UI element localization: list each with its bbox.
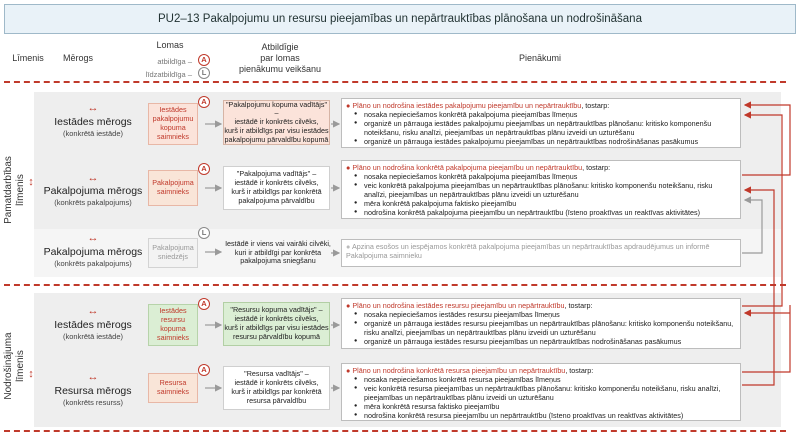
page-title: PU2–13 Pakalpojumu un resursu pieejamības un nepārtrauktības plānošana un nodrošināšana [158,13,642,25]
list-item: ● organizē un pārrauga iestādes pakalpojumu pieejamības un nepārtrauktības nodrošināšanas pasākumus [346,137,736,146]
duty-box: ● Plāno un nodrošina konkrētā resursa pieejamību un nepārtrauktību, tostarp: ● nosaka nepieciešamos konkrētā resursa pieejamības līmeņus ● veic konkrētā resursa pieejamības un nepārtrauktības plānošanu: kritisko komponenšu noteikšanu, risku analīzi, pieejamības un nepārtrauktības plānu izveidi un uzturēšanu ● mēra konkrētā resursa faktisko pieejamību ● nodrošina konkrētā resursa pieejamību un nepārtrauktību (īsteno proaktīvas un reaktīvas aktivitātes) [341,363,741,421]
responsible-box: "Resursa vadītājs" – iestādē ir konkrēts cilvēks, kurš ir atbildīgs par konkrētā resursa pārvaldību [223,366,330,410]
list-item: ● nodrošina konkrētā pakalpojuma pieejamību un nepārtrauktību (īsteno proaktīvas un reaktīvas aktivitātes) [346,208,736,217]
escalation-arrow-icon [742,190,774,385]
list-item: ● organizē un pārrauga iestādes pakalpojumu pieejamības un nepārtrauktības plānošanu: kritisko komponenšu noteikšanu, risku analīzi, pieejamības un nepārtrauktības plānu izveidi un uzturēšanu [346,119,736,137]
list-item: ● nodrošina konkrētā resursa pieejamību un nepārtrauktību (īsteno proaktīvas un reaktīvas aktivitātes) [346,411,736,420]
header-role-accountable: atbildīga – [157,57,192,66]
list-item: ● veic konkrētā pakalpojuma pieejamības un nepārtrauktības plānošanu: kritisko komponenšu noteikšanu, risku analīzi, pieejamības un nepārtrauktības plānu izveidi un uzturēšanu [346,181,736,199]
list-item: ● mēra konkrētā pakalpojuma faktisko pieejamību [346,199,736,208]
role-box: Pakalpojuma saimnieks [148,170,198,206]
duty-box: ● Plāno un nodrošina iestādes pakalpojumu pieejamību un nepārtrauktību, tostarp: ● nosaka nepieciešamos konkrētā pakalpojuma pieejamības līmeņus ● organizē un pārrauga iestādes pakalpojumu pieejamības un nepārtrauktības plānošanu: kritisko komponenšu noteikšanu, risku analīzi, pieejamības un nepārtrauktības plānu izveidi un uzturēšanu ● organizē un pārrauga iestādes pakalpojumu pieejamības un nepārtrauktības nodrošināšanas pasākumus [341,98,741,148]
list-item: ● nosaka nepieciešamos iestādes resursu pieejamības līmeņus [346,310,736,319]
feedback-arrow-icon [742,200,762,253]
header-duties: Pienākumi [518,53,562,63]
list-item: ● nosaka nepieciešamos konkrētā pakalpojuma pieejamības līmeņus [346,172,736,181]
scope-label: Iestādes mērogs (konkrētā iestāde) [54,116,132,138]
header-level: Līmenis [12,53,44,63]
scope-label: Resursa mērogs (konkrēts resurss) [54,385,132,407]
accountable-badge-icon: A [198,163,210,175]
list-item: ● veic konkrētā resursa pieejamības un nepārtrauktības plānošanu: kritisko komponenšu noteikšanu, risku analīzi, pieejamības un nepārtrauktības plānu izveidi un uzturēšanu [346,384,736,402]
level-arrow-support-icon: ↕ [28,368,34,380]
scope-label: Iestādes mērogs (konkrētā iestāde) [54,319,132,341]
supporting-badge-icon: L [198,227,210,239]
scope-label: Pakalpojuma mērogs (konkrēts pakalpojums) [43,246,143,268]
list-item: ● nosaka nepieciešamos konkrētā resursa pieejamības līmeņus [346,375,736,384]
list-item: ● nosaka nepieciešamos konkrētā pakalpojuma pieejamības līmeņus [346,110,736,119]
scope-arrow-icon: ↔ [87,102,99,114]
responsible-box: "Pakalpojumu kopuma vadītājs" – iestādē ir konkrēts cilvēks, kurš ir atbildīgs par visu iestādes pakalpojumu pārvaldību kopumā [224,99,329,144]
accountable-badge-icon: A [198,298,210,310]
accountable-badge-icon: A [198,364,210,376]
duty-box: ● Plāno un nodrošina iestādes resursu pieejamību un nepārtrauktību, tostarp: ● nosaka nepieciešamos iestādes resursu pieejamības līmeņus ● organizē un pārrauga iestādes resursu pieejamības un nepārtrauktības plānošanu: kritisko komponenšu noteikšanu, risku analīzi, pieejamības un nepārtrauktības plānu izveidi un uzturēšanu ● organizē un pārrauga iestādes resursu pieejamības un nepārtrauktības nodrošināšanas pasākumus [341,298,741,349]
list-item: ● organizē un pārrauga iestādes resursu pieejamības un nepārtrauktības plānošanu: kritisko komponenšu noteikšanu, risku analīzi, pieejamības un nepārtrauktības plānu izveidi un uzturēšanu [346,319,736,337]
header-responsible: Atbildīgie par lomas pienākumu veikšanu [238,42,322,74]
scope-arrow-icon: ↔ [87,232,99,244]
scope-label: Pakalpojuma mērogs (konkrēts pakalpojums) [43,185,143,207]
role-box: Resursa saimnieks [148,373,198,403]
accountable-badge-icon: A [198,54,210,66]
responsible-box: "Pakalpojuma vadītājs" – iestādē ir konkrēts cilvēks, kurš ir atbildīgs par konkrētā pakalpojuma pārvaldību [223,166,330,210]
responsible-box: "Resursu kopuma vadītājs" – iestādē ir konkrēts cilvēks, kurš ir atbildīgs par visu iestādes resursu pārvaldību kopumā [223,302,330,346]
scope-arrow-icon: ↔ [87,371,99,383]
header-roles: Lomas [156,40,184,50]
duty-box: ● Apzina esošos un iespējamos konkrētā pakalpojuma pieejamības un nepārtrauktības apdraudējumus un informē Pakalpojuma saimnieku [341,239,741,267]
scope-arrow-icon: ↔ [87,305,99,317]
level-label-base: Pamatdarbības līmenis [3,156,26,224]
list-item: ● mēra konkrētā resursa faktisko pieejamību [346,402,736,411]
supporting-badge-icon: L [198,67,210,79]
level-label-support: Nodrošinājuma līmenis [3,332,26,400]
header-role-supporting: līdzatbildīga – [145,70,192,79]
escalation-arrow-icon [742,305,790,372]
level-arrow-base-icon: ↕ [28,176,34,188]
list-item: ● organizē un pārrauga iestādes resursu pieejamības un nepārtrauktības nodrošināšanas pasākumus [346,337,736,346]
responsible-text: Iestādē ir viens vai vairāki cilvēki, kuri ir atbildīgi par konkrēta pakalpojuma sniegšanu [225,238,331,266]
accountable-badge-icon: A [198,96,210,108]
duty-box: ● Plāno un nodrošina konkrētā pakalpojuma pieejamību un nepārtrauktību, tostarp: ● nosaka nepieciešamos konkrētā pakalpojuma pieejamības līmeņus ● veic konkrētā pakalpojuma pieejamības un nepārtrauktības plānošanu: kritisko komponenšu noteikšanu, risku analīzi, pieejamības un nepārtrauktības plānu izveidi un uzturēšanu ● mēra konkrētā pakalpojuma faktisko pieejamību ● nodrošina konkrētā pakalpojuma pieejamību un nepārtrauktību (īsteno proaktīvas un reaktīvas aktivitātes) [341,160,741,219]
role-box: Iestādes pakalpojumu kopuma saimnieks [148,103,198,145]
header-scope: Mērogs [62,53,93,63]
role-box: Iestādes resursu kopuma saimnieks [148,304,198,346]
role-box: Pakalpojuma sniedzējs [148,238,198,268]
scope-arrow-icon: ↔ [87,172,99,184]
